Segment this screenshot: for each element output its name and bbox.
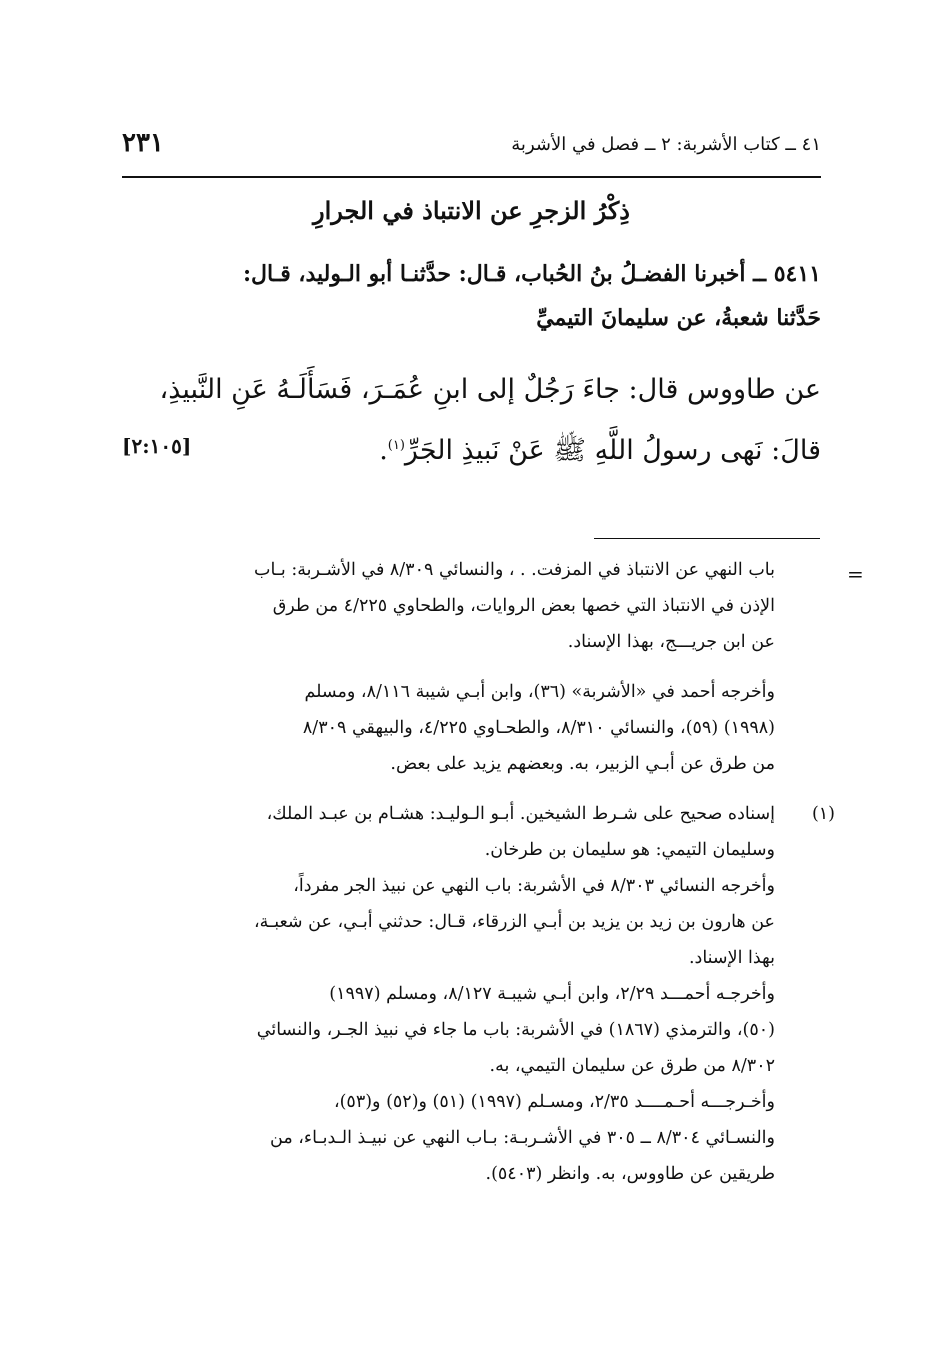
running-header <box>122 128 821 162</box>
header-rule <box>122 176 821 178</box>
hadith-5411 <box>122 252 821 479</box>
footnote-line: الإذن في الانتباذ التي خصها بعض الروايات، والطحاوي ٤/٢٢٥ من طرق <box>272 596 775 616</box>
footnote-line: وأخرجه النسائي ٨/٣٠٣ في الأشربة: باب النهي عن نبيذ الجر مفرداً، <box>293 876 775 896</box>
footnote-line: ٨/٣٠٢ من طرق عن سليمان التيمي، به. <box>489 1056 775 1076</box>
footnote-line: من طرق عن أبـي الزبير، به. وبعضهم يزيد على بعض. <box>390 754 775 774</box>
footnote-separator <box>594 538 820 539</box>
matn-line: عن طاووس قال: جاءَ رَجُلٌ إلى ابنِ عُمَـرَ، فَسَأَلَـهُ عَنِ النَّبيذِ، <box>159 374 821 405</box>
matn-end: . <box>379 435 388 466</box>
footnote-marker: (١) <box>387 438 405 453</box>
isnad-line: حَدَّثنا شعبةُ، عن سليمانَ التيميِّ <box>536 305 821 331</box>
hadith-matn <box>122 362 821 479</box>
footnote-line: عن ابن جريـــج، بهذا الإسناد. <box>567 632 775 652</box>
footnote-line: والنسـائي ٨/٣٠٤ ــ ٣٠٥ في الأشـربـة: بـاب النهي عن نبيـذ الـدبـاء، من <box>270 1128 775 1148</box>
footnote-line: طريقين عن طاووس، به. وانظر (٥٤٠٣). <box>485 1164 775 1184</box>
continuation-marker: = <box>847 562 864 586</box>
footnote-carry-over <box>122 552 775 782</box>
matn-text: قالَ: نَهى رسولُ اللَّهِ ﷺ عَنْ نَبيذِ الجَرِّ <box>404 435 821 466</box>
footnote-line: عن هارون بن زيد بن يزيد بن أبـي الزرقاء، قـال: حدثني أبـي، عن شعبـة، <box>254 912 775 932</box>
footnote-line: وسليمان التيمي: هو سليمان بن طرخان. <box>484 840 775 860</box>
footnote-line: إسناده صحيح على شـرط الشيخين. أبـو الـوليـد: هشـام بن عبـد الملك، <box>266 804 775 824</box>
footnote-line: باب النهي عن الانتباذ في المزفت. . ، والنسائي ٨/٣٠٩ في الأشـربة: بـاب <box>254 560 775 580</box>
footnotes <box>122 552 835 1192</box>
footnote-line: وأخرجـه أحمـــد ٢/٢٩، وابن أبـي شيبـة ٨/١٢٧، ومسلم (١٩٩٧) <box>329 984 775 1004</box>
running-title: ٤١ ــ كتاب الأشربة: ٢ ــ فصل في الأشربة <box>511 134 821 155</box>
footnote-line: وأخرجه أحمد في «الأشربة» (٣٦)، وابن أبـي شيبة ٨/١١٦، ومسلم <box>304 682 775 702</box>
chapter-heading: ذِكْرُ الزجرِ عن الانتباذ في الجرارِ <box>313 196 630 225</box>
isnad-line: ٥٤١١ ــ أخبرنا الفضـلُ بنُ الحُباب، قـال: حدَّثنـا أبو الـوليد، قـال: <box>242 261 821 287</box>
hadith-reference: [٢:١٠٥] <box>122 434 192 458</box>
footnote-line: وأخـرجـــه أحـمــــد ٢/٣٥، ومسـلم (١٩٩٧) (٥١) و(٥٢) و(٥٣)، <box>333 1092 775 1112</box>
footnote-1 <box>122 796 835 1192</box>
footnote-line: (١٩٩٨) (٥٩)، والنسائي ٨/٣١٠، والطحـاوي ٤/٢٢٥، والبيهقي ٨/٣٠٩ <box>302 718 775 738</box>
page-number: ٢٣١ <box>122 128 164 158</box>
footnote-line: بهذا الإسناد. <box>688 948 775 968</box>
hadith-isnad <box>122 252 821 340</box>
footnote-line: (٥٠)، والترمذي (١٨٦٧) في الأشربة: باب ما جاء في نبيذ الجـر، والنسائي <box>256 1020 775 1040</box>
footnote-number: (١) <box>811 804 835 824</box>
matn-line <box>122 418 821 479</box>
